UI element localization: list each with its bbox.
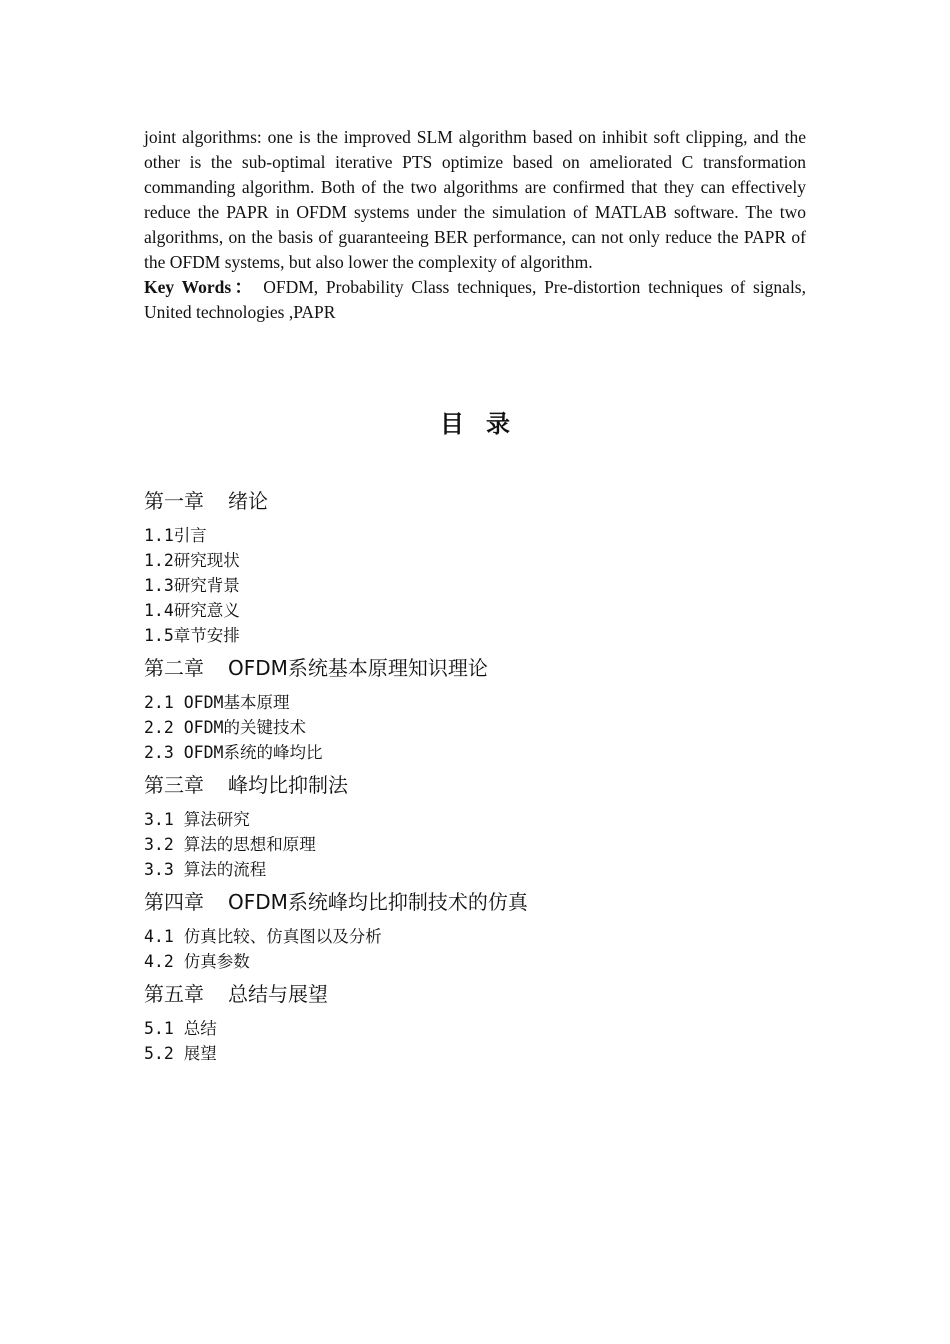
toc-section[interactable]: 3.1 算法研究 <box>144 810 250 829</box>
chapter-title: 总结与展望 <box>228 982 328 1006</box>
toc-section[interactable]: 4.1 仿真比较、仿真图以及分析 <box>144 927 382 946</box>
toc-chapter <box>144 487 806 648</box>
chapter-number: 第五章 <box>144 982 204 1006</box>
chapter-heading[interactable] <box>144 487 806 515</box>
chapter-heading[interactable] <box>144 888 806 916</box>
toc-chapter <box>144 980 806 1066</box>
chapter-title: OFDM系统峰均比抑制技术的仿真 <box>228 890 528 914</box>
section-list <box>144 1016 806 1066</box>
toc-section[interactable]: 2.1 OFDM基本原理 <box>144 693 290 712</box>
keywords-line <box>144 275 806 325</box>
chapter-title: OFDM系统基本原理知识理论 <box>228 656 488 680</box>
abstract-section <box>144 125 806 325</box>
toc-chapter <box>144 771 806 882</box>
toc-section[interactable]: 5.2 展望 <box>144 1044 217 1063</box>
toc-section[interactable]: 1.1引言 <box>144 526 207 545</box>
toc-section[interactable]: 1.4研究意义 <box>144 601 240 620</box>
chapter-number: 第三章 <box>144 773 204 797</box>
toc-section[interactable]: 2.3 OFDM系统的峰均比 <box>144 743 323 762</box>
toc-section[interactable]: 1.3研究背景 <box>144 576 240 595</box>
toc-section[interactable]: 2.2 OFDM的关键技术 <box>144 718 306 737</box>
table-of-contents <box>144 402 806 1072</box>
chapter-heading[interactable] <box>144 771 806 799</box>
toc-section[interactable]: 5.1 总结 <box>144 1019 217 1038</box>
toc-chapter <box>144 888 806 974</box>
keywords-text: OFDM, Probability Class techniques, Pre-distortion techniques of signals, United technologies ,PAPR <box>144 277 806 322</box>
chapter-number: 第四章 <box>144 890 204 914</box>
abstract-body: joint algorithms: one is the improved SLM algorithm based on inhibit soft clipping, and the other is the sub-optimal iterative PTS optimize based on ameliorated C transformation commanding algorithm. Both of the two algorithms are confirmed that they can effectively reduce the PAPR in OFDM systems under the simulation of MATLAB software. The two algorithms, on the basis of guaranteeing BER performance, can not only reduce the PAPR of the OFDM systems, but also lower the complexity of algorithm. <box>144 127 806 272</box>
toc-section[interactable]: 3.3 算法的流程 <box>144 860 267 879</box>
chapter-number: 第一章 <box>144 489 204 513</box>
chapter-title: 绪论 <box>228 489 268 513</box>
section-list <box>144 523 806 648</box>
chapter-heading[interactable] <box>144 654 806 682</box>
toc-title: 目录 <box>440 410 532 438</box>
toc-section[interactable]: 1.5章节安排 <box>144 626 240 645</box>
chapter-number: 第二章 <box>144 656 204 680</box>
toc-section[interactable]: 3.2 算法的思想和原理 <box>144 835 316 854</box>
section-list <box>144 690 806 765</box>
keywords-label: Key Words： <box>144 277 256 297</box>
section-list <box>144 807 806 882</box>
toc-section[interactable]: 1.2研究现状 <box>144 551 240 570</box>
chapter-heading[interactable] <box>144 980 806 1008</box>
chapter-title: 峰均比抑制法 <box>228 773 348 797</box>
toc-chapter <box>144 654 806 765</box>
toc-section[interactable]: 4.2 仿真参数 <box>144 952 250 971</box>
section-list <box>144 924 806 974</box>
